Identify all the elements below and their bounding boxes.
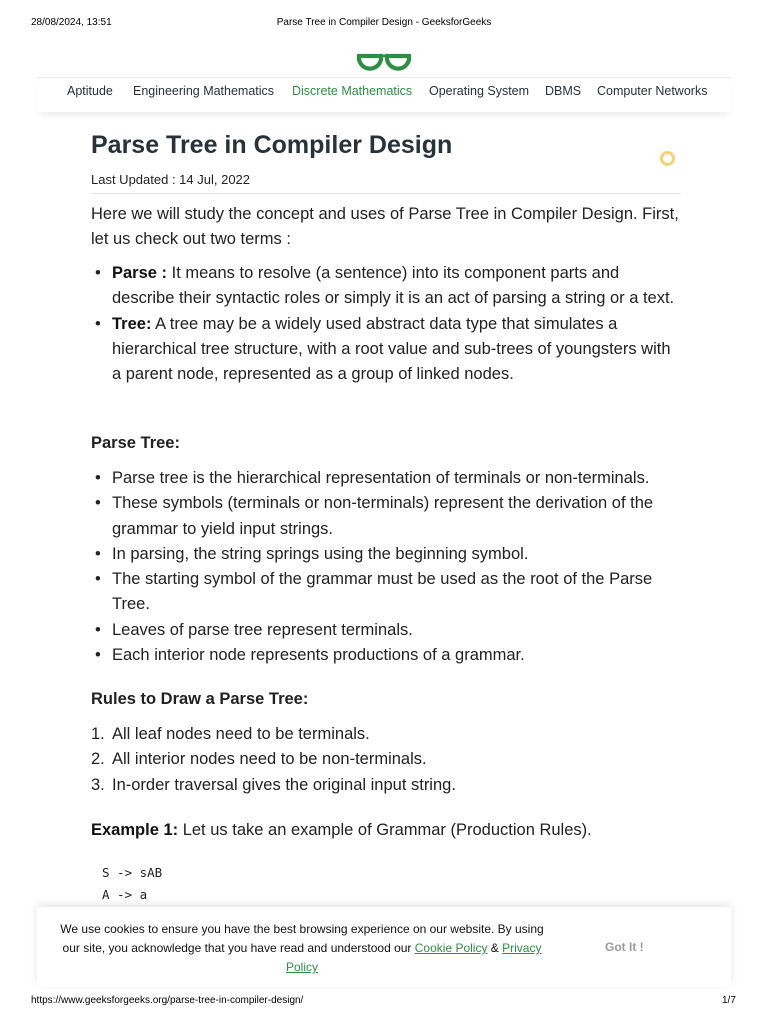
code-line: S -> sAB: [102, 865, 163, 880]
nav-item-operating-system[interactable]: Operating System: [429, 84, 530, 98]
print-date: 28/08/2024, 13:51: [31, 17, 112, 28]
list-item: 3. In-order traversal gives the original input string.: [91, 775, 456, 794]
nav-item-computer-networks[interactable]: Computer Networks: [597, 84, 708, 98]
cookie-policy-link[interactable]: Cookie Policy: [414, 941, 488, 955]
parse-tree-heading: Parse Tree:: [91, 434, 180, 452]
bullet-icon: •: [95, 570, 101, 589]
list-item: 2. All interior nodes need to be non-terminals.: [91, 750, 427, 769]
list-item-text: These symbols (terminals or non-terminals) represent the derivation of the grammar to yield input strings.: [112, 494, 654, 538]
term-label: Tree:: [112, 314, 152, 333]
example-text: Let us take an example of Grammar (Production Rules).: [178, 821, 592, 839]
list-item: [91, 618, 681, 643]
code-block: [102, 862, 162, 906]
terms-list: [91, 261, 681, 387]
bullet-icon: •: [95, 469, 101, 487]
parse-tree-list: [91, 466, 681, 668]
bullet-icon: •: [95, 544, 101, 563]
nav-item-engineering-mathematics[interactable]: Engineering Mathematics: [133, 84, 275, 98]
last-updated: Last Updated : 14 Jul, 2022: [91, 172, 251, 187]
list-item-text: Parse tree is the hierarchical representation of terminals or non-terminals.: [112, 469, 650, 487]
list-item-text: In parsing, the string springs using the beginning symbol.: [112, 544, 529, 563]
list-item-text: The starting symbol of the grammar must be used as the root of the Parse Tree.: [112, 570, 653, 614]
term-label: Parse :: [112, 264, 168, 282]
list-item: 1. All leaf nodes need to be terminals.: [91, 725, 370, 743]
geeksforgeeks-logo-icon[interactable]: [355, 40, 413, 72]
list-item: [91, 542, 681, 567]
list-item: [91, 466, 681, 491]
bullet-icon: •: [95, 314, 101, 333]
rules-heading: Rules to Draw a Parse Tree:: [91, 690, 309, 708]
nav-item-discrete-mathematics[interactable]: Discrete Mathematics: [292, 84, 413, 98]
bullet-icon: •: [95, 264, 101, 282]
top-navigation: [37, 77, 731, 112]
intro-paragraph: Here we will study the concept and uses of Parse Tree in Compiler Design. First, let us check out two terms :: [91, 205, 679, 249]
cookie-message: We use cookies to ensure you have the best browsing experience on our website. By using our site, you acknowledge that you have read and understood our Cookie Policy & Privacy Policy: [60, 922, 544, 974]
list-item-text: All interior nodes need to be non-terminals.: [112, 750, 427, 769]
print-header: [0, 16, 768, 32]
list-item: [91, 261, 681, 312]
list-item: [91, 643, 681, 668]
page-number: 1/7: [722, 995, 736, 1006]
list-item: [91, 491, 681, 542]
privacy-policy-link[interactable]: Privacy Policy: [285, 941, 542, 974]
got-it-button[interactable]: Got It !: [605, 940, 644, 954]
bullet-icon: •: [95, 494, 101, 513]
list-item-text: Each interior node represents productions of a grammar.: [112, 646, 525, 665]
page-title: Parse Tree in Compiler Design: [91, 131, 453, 159]
list-item-text: Leaves of parse tree represent terminals.: [112, 620, 413, 639]
term-text: It means to resolve (a sentence) into its component parts and describe their syntactic roles or simply it is an act of parsing a string or a text.: [112, 264, 675, 308]
example-label: Example 1:: [91, 821, 179, 839]
bullet-icon: •: [95, 620, 101, 639]
nav-item-dbms[interactable]: DBMS: [545, 84, 582, 98]
nav-item-aptitude[interactable]: Aptitude: [67, 84, 113, 98]
term-text: A tree may be a widely used abstract data type that simulates a hierarchical tree structure, with a root value and sub-trees of youngsters with a parent node, represented as a group of linked nodes.: [112, 314, 671, 384]
print-title: Parse Tree in Compiler Design - GeeksforGeeks: [276, 17, 492, 28]
bullet-icon: •: [95, 646, 101, 665]
title-divider: [91, 193, 681, 194]
cookie-banner: [37, 907, 731, 987]
example-paragraph: [91, 818, 681, 843]
code-line: A -> a: [102, 887, 148, 902]
list-item: [91, 312, 681, 388]
list-item: [91, 567, 681, 618]
bookmark-ring-icon[interactable]: [660, 151, 675, 166]
rules-list: [91, 722, 681, 798]
list-item-text: All leaf nodes need to be terminals.: [112, 725, 370, 743]
print-url: https://www.geeksforgeeks.org/parse-tree-in-compiler-design/: [31, 995, 304, 1006]
list-item-text: In-order traversal gives the original input string.: [112, 775, 456, 794]
